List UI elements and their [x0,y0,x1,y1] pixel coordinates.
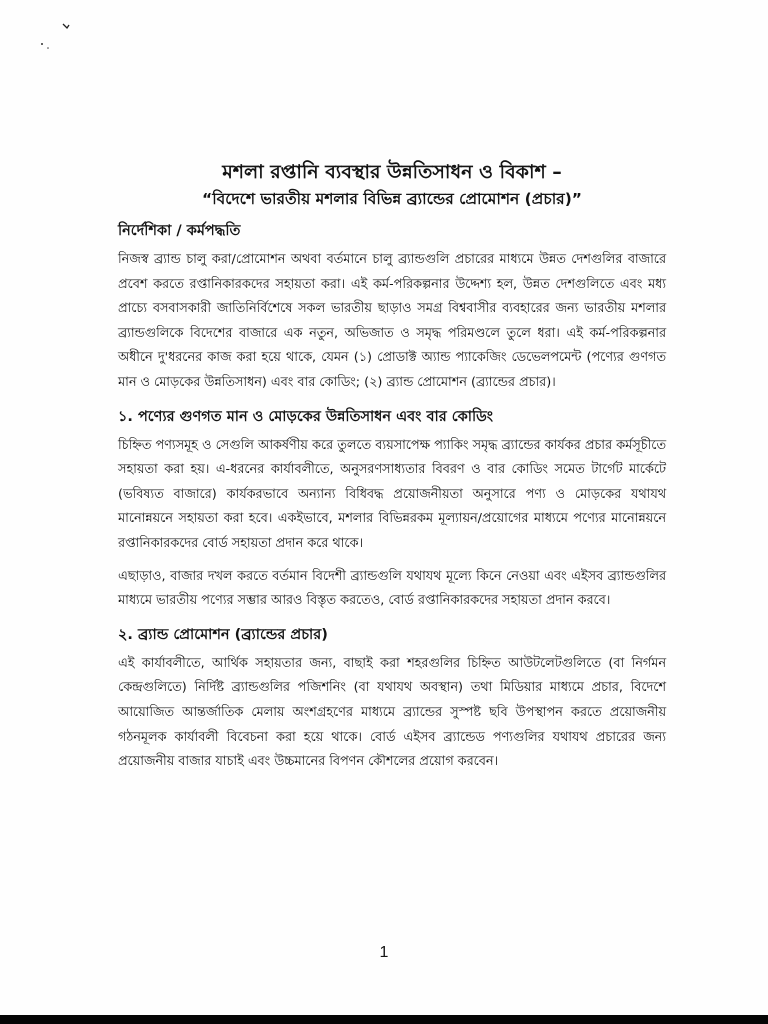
intro-paragraph: নিজস্ব ব্র্যান্ড চালু করা/প্রোমোশন অথবা বর্তমানে চালু ব্র্যান্ডগুলি প্রচারের মাধ্যমে উন্নত দেশগুলির বাজারে প্রবেশ করতে রপ্তানিকারকদের সহায়তা করা। এই কর্ম-পরিকল্পনার উদ্দেশ্য হল, উন্নত দেশগুলিতে এবং মধ্য প্রাচ্যে বসবাসকারী জাতিনির্বিশেষে সকল ভারতীয় ছাড়াও সমগ্র বিশ্ববাসীর ব্যবহারের জন্য ভারতীয় মশলার ব্র্যান্ডগুলিকে বিদেশের বাজারে এক নতুন, অভিজাত ও সমৃদ্ধ পরিমণ্ডলে তুলে ধরা। এই কর্ম-পরিকল্পনার অধীনে দু'ধরনের কাজ করা হয়ে থাকে, যেমন (১) প্রোডাক্ট অ্যান্ড প্যাকেজিং ডেভেলপমেন্ট (পণ্যের গুণগত মান ও মোড়কের উন্নতিসাধন) এবং বার কোডিং; (২) ব্র্যান্ড প্রোমোশন (ব্র্যান্ডের প্রচার)। [118,252,666,390]
section2-paragraph: এই কার্যাবলীতে, আর্থিক সহায়তার জন্য, বাছাই করা শহরগুলির চিহ্নিত আউটলেটগুলিতে (বা নির্গমন কেন্দ্রগুলিতে) নির্দিষ্ট ব্র্যান্ডগুলির পজিশনিং (বা যথাযথ অবস্থান) তথা মিডিয়ার মাধ্যমে প্রচার, বিদেশে আয়োজিত আন্তর্জাতিক মেলায় অংশগ্রহণের মাধ্যমে ব্র্যান্ডের সুস্পষ্ট ছবি উপস্থাপন করতে প্রয়োজনীয় গঠনমূলক কার্যাবলী বিবেচনা করা হয়ে থাকে। বোর্ড এইসব ব্র্যান্ডেড পণ্যগুলির যথাযথ প্রচারের জন্য প্রয়োজনীয় বাজার যাচাই এবং উচ্চমানের বিপণন কৌশলের প্রয়োগ করবেন। [118,655,666,770]
section1-heading: ১. পণ্যের গুণগত মান ও মোড়কের উন্নতিসাধন এবং বার কোডিং [118,408,494,425]
section2-heading: ২. ব্র্যান্ড প্রোমোশন (ব্র্যান্ডের প্রচার) [118,626,328,643]
section1-paragraph-1: চিহ্নিত পণ্যসমূহ ও সেগুলি আকর্ষণীয় করে তুলতে ব্যয়সাপেক্ষ প্যাকিং সমৃদ্ধ ব্র্যান্ডের কার্যকর প্রচার কর্মসূচীতে সহায়তা করা হয়। এ-ধরনের কার্যাবলীতে, অনুসরণসাধ্যতার বিবরণ ও বার কোডিং সমেত টার্গেট মার্কেটে (ভবিষ্যত বাজারে) কার্যকরভাবে অন্যান্য বিধিবদ্ধ প্রয়োজনীয়তা অনুসারে পণ্য ও মোড়কের যথাযথ মানোন্নয়নে সহায়তা করা হবে। একইভাবে, মশলার বিভিন্নরকম মূল্যায়ন/প্রয়োগের মাধ্যমে পণ্যের মানোন্নয়নে রপ্তানিকারকদের বোর্ড সহায়তা প্রদান করে থাকে। [118,437,666,551]
document-subtitle: “বিদেশে ভারতীয় মশলার বিভিন্ন ব্র্যান্ডের প্রোমোশন (প্রচার)” [202,190,582,208]
section1-paragraph-2: এছাড়াও, বাজার দখল করতে বর্তমান বিদেশী ব্র্যান্ডগুলি যথাযথ মূল্যে কিনে নেওয়া এবং এইসব ব্র্যান্ডগুলির মাধ্যমে ভারতীয় পণ্যের সম্ভার আরও বিস্তৃত করতেও, বোর্ড রপ্তানিকারকদের সহায়তা প্রদান করবে। [118,568,666,609]
document-body [118,158,666,783]
document-title: মশলা রপ্তানি ব্যবস্থার উন্নতিসাধন ও বিকাশ – [222,161,562,183]
scan-specks [30,18,80,58]
guideline-heading: নির্দেশিকা / কর্মপদ্ধতি [118,223,241,239]
scan-bottom-edge [0,1015,768,1024]
page-number: 1 [379,944,389,961]
